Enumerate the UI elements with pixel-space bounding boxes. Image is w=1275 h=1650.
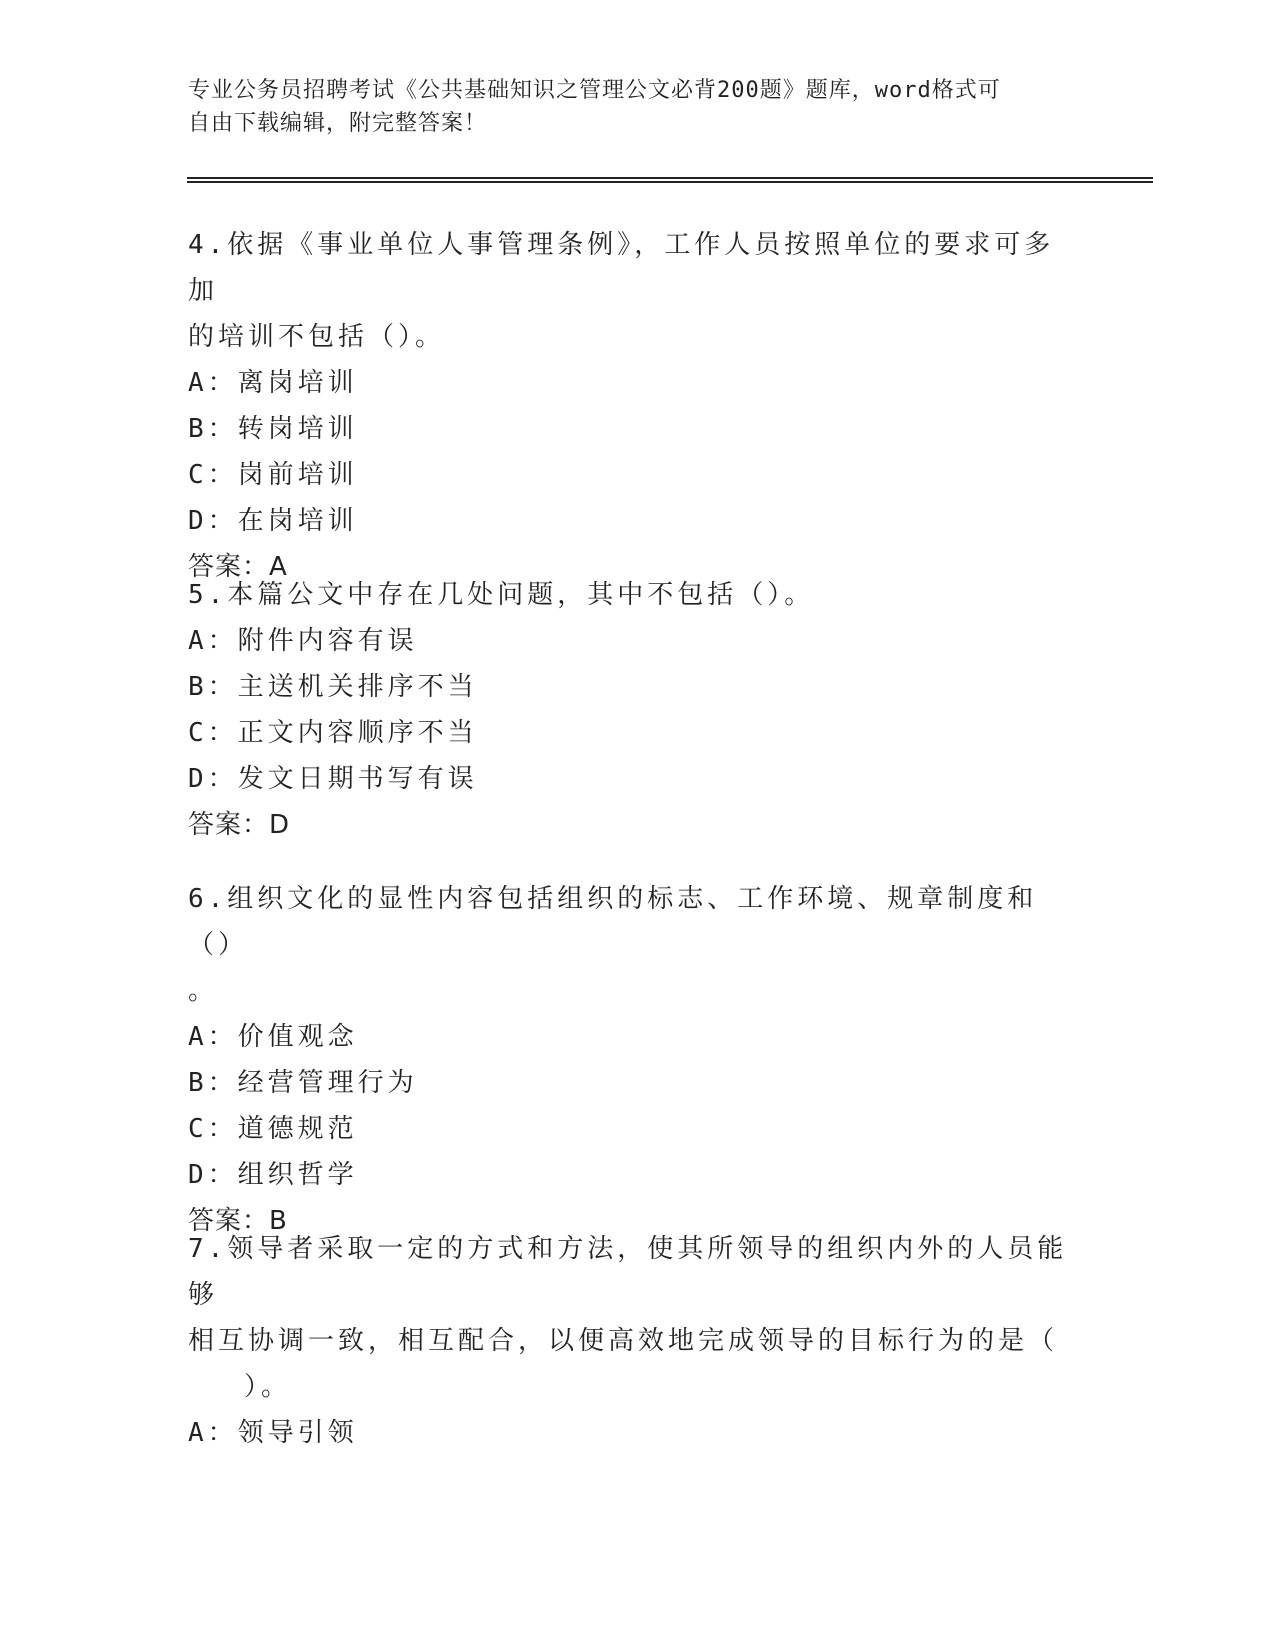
question-7 — [188, 1226, 1068, 1456]
question-stem-line: 6.组织文化的显性内容包括组织的标志、工作环境、规章制度和（） — [188, 884, 1038, 960]
answer: 答案：A — [188, 552, 288, 582]
header-divider-bottom — [187, 181, 1153, 183]
option-b: B：经营管理行为 — [188, 1068, 418, 1098]
question-5 — [188, 572, 1068, 848]
header-divider-top — [187, 177, 1153, 179]
option-b: B：主送机关排序不当 — [188, 672, 478, 702]
header-line-1: 专业公务员招聘考试《公共基础知识之管理公文必背200题》题库，word格式可 — [188, 78, 1001, 103]
question-stem-line: 5.本篇公文中存在几处问题，其中不包括（）。 — [188, 580, 815, 610]
question-6 — [188, 876, 1068, 1244]
option-d: D：在岗培训 — [188, 506, 358, 536]
option-c: C：正文内容顺序不当 — [188, 718, 478, 748]
option-d: D：组织哲学 — [188, 1160, 358, 1190]
answer: 答案：B — [188, 1206, 288, 1236]
option-a: A：领导引领 — [188, 1418, 358, 1448]
option-c: C：岗前培训 — [188, 460, 358, 490]
question-4 — [188, 222, 1068, 590]
option-a: A：离岗培训 — [188, 368, 358, 398]
option-b: B：转岗培训 — [188, 414, 358, 444]
document-header — [188, 74, 1068, 140]
option-d: D：发文日期书写有误 — [188, 764, 478, 794]
question-stem-line: 7.领导者采取一定的方式和方法，使其所领导的组织内外的人员能够 — [188, 1234, 1068, 1310]
question-stem-line: 4.依据《事业单位人事管理条例》，工作人员按照单位的要求可多加 — [188, 230, 1055, 306]
option-a: A：附件内容有误 — [188, 626, 418, 656]
question-stem-line: 相互协调一致，相互配合，以便高效地完成领导的目标行为的是（ — [188, 1326, 1059, 1356]
question-stem-line: 。 — [188, 976, 219, 1006]
option-a: A：价值观念 — [188, 1022, 358, 1052]
answer: 答案：D — [188, 810, 291, 840]
option-c: C：道德规范 — [188, 1114, 358, 1144]
question-stem-line: ）。 — [244, 1372, 292, 1402]
question-stem-line: 的培训不包括（）。 — [188, 322, 446, 352]
header-line-2: 自由下载编辑，附完整答案！ — [188, 111, 488, 136]
